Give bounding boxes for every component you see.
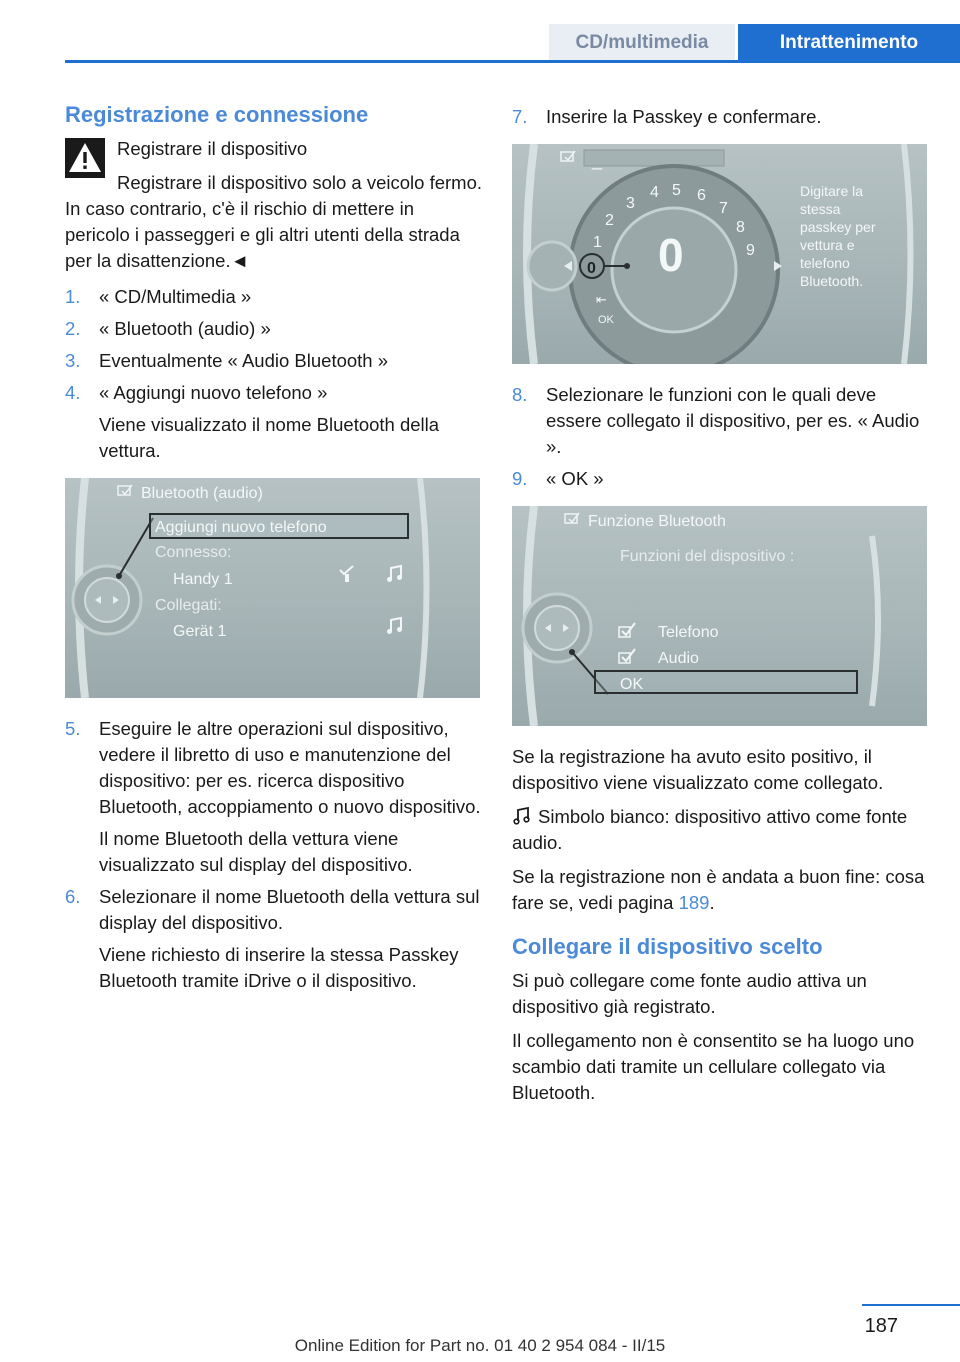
screen2-ok-label: OK [598, 314, 614, 326]
list-item: 1. « CD/Multimedia » [65, 286, 252, 307]
warning-icon [65, 138, 105, 178]
passkey-hint-line4: vettura e [800, 237, 855, 253]
music-note-icon [385, 616, 405, 636]
back-arrow-icon: ⇤ [596, 292, 607, 307]
page-number: 187 [864, 1315, 898, 1337]
checkbox-checked-icon [618, 648, 638, 666]
digit-2: 2 [605, 212, 614, 229]
digit-8: 8 [736, 219, 745, 236]
screen3-option-telefono: Telefono [658, 624, 719, 641]
digit-1: 1 [593, 234, 602, 251]
screen1-selected-item: Aggiungi nuovo telefono [155, 519, 327, 536]
steps-list-3 [512, 104, 930, 130]
screen3-title: Funzione Bluetooth [588, 513, 726, 530]
section-heading: Registrazione e connessione [65, 102, 369, 127]
header-chapter-tab: Intrattenimento [738, 24, 960, 62]
steps-list-1 [65, 284, 483, 464]
failure-text: Se la registrazione non è andata a buon fine: cosa fare se, vedi pagina 189. [512, 866, 925, 913]
list-item: 4. « Aggiungi nuovo telefono » Viene visualizzato il nome Bluetooth della vettura. [65, 382, 440, 461]
footer-rule [862, 1304, 960, 1306]
music-note-icon [512, 806, 532, 826]
digit-0-selected: 0 [587, 260, 596, 277]
header-rule [65, 60, 960, 63]
screen3-idrive-icon [564, 511, 582, 527]
checkbox-checked-icon [618, 622, 638, 640]
passkey-hint-line5: telefono [800, 255, 850, 271]
warning-text: Registrare il dispositivo solo a veicolo fermo. In caso contrario, c'è il rischio di mettere in pericolo i passeggeri e gli altri utenti della strada per la disattenzione.◄ [65, 172, 483, 271]
screen1-connected-label: Connesso: [155, 544, 232, 561]
screenshot-passkey [512, 144, 927, 364]
list-item: 6. Selezionare il nome Bluetooth della vettura sul display del dispositivo. Viene richiesto di inserire la stessa Passkey Bluetooth tramite iDrive o il dispositivo. [65, 886, 480, 991]
list-item: 7. Inserire la Passkey e confermare. [512, 106, 822, 127]
header-section-tab: CD/multimedia [549, 24, 735, 62]
screen3-ok-label: OK [620, 676, 644, 693]
steps-list-2 [65, 716, 483, 994]
screen2-graphics [512, 144, 927, 364]
passkey-hint-line2: stessa [800, 201, 841, 217]
warning-block [65, 136, 483, 274]
phone-check-icon [337, 564, 357, 584]
passkey-input-cursor: _ [592, 150, 603, 170]
passkey-big-digit: 0 [658, 229, 684, 281]
screenshot-bluetooth-function [512, 506, 927, 726]
digit-4: 4 [650, 184, 659, 201]
screen1-linked-device: Gerät 1 [173, 623, 227, 640]
digit-7: 7 [719, 200, 728, 217]
right-column [512, 100, 930, 1114]
screen1-idrive-icon [117, 483, 135, 499]
list-item: 5. Eseguire le altre operazioni sul dispositivo, vedere il libretto di uso e manutenzione del dispositivo: per es. ricerca dispositivo Bluetooth, accoppiamento o nuovo dispositivo. Il nome Bluetooth della vettura viene visualizzato sul display del dispositivo. [65, 718, 481, 875]
screen2-idrive-icon [560, 149, 578, 165]
digit-3: 3 [626, 195, 635, 212]
list-item: 8. Selezionare le funzioni con le quali deve essere collegato il dispositivo, per es. « Audio ». [512, 384, 920, 457]
digit-9: 9 [746, 242, 755, 259]
digit-6: 6 [697, 187, 706, 204]
passkey-hint-line3: passkey per [800, 219, 876, 235]
screen3-option-audio: Audio [658, 650, 699, 667]
list-item: 9. « OK » [512, 468, 604, 489]
page-link[interactable]: 189 [678, 892, 710, 913]
screen1-linked-label: Collegati: [155, 597, 222, 614]
passkey-hint-line1: Digitare la [800, 183, 864, 199]
screen1-title: Bluetooth (audio) [141, 485, 263, 502]
digit-5: 5 [672, 182, 681, 199]
screen1-connected-device: Handy 1 [173, 571, 233, 588]
connect-paragraph-2: Il collegamento non è consentito se ha luogo uno scambio dati tramite un cellulare collegato via Bluetooth. [512, 1030, 915, 1103]
section-heading-2: Collegare il dispositivo scelto [512, 934, 823, 959]
result-text: Se la registrazione ha avuto esito positivo, il dispositivo viene visualizzato come collegato. [512, 746, 884, 793]
footer-edition: Online Edition for Part no. 01 40 2 954 084 - II/15 [294, 1336, 666, 1355]
screenshot-bluetooth-audio [65, 478, 480, 698]
steps-list-4 [512, 382, 930, 492]
music-note-icon [385, 564, 405, 584]
list-item: 2. « Bluetooth (audio) » [65, 318, 271, 339]
warning-title: Registrare il dispositivo [117, 138, 308, 159]
list-item: 3. Eventualmente « Audio Bluetooth » [65, 350, 389, 371]
screen3-subtitle: Funzioni del dispositivo : [620, 548, 795, 565]
left-column [65, 100, 483, 1000]
symbol-description: Simbolo bianco: dispositivo attivo come fonte audio. [512, 806, 908, 853]
connect-paragraph-1: Si può collegare come fonte audio attiva un dispositivo già registrato. [512, 970, 867, 1017]
screen1-graphics [65, 478, 480, 698]
passkey-hint-line6: Bluetooth. [800, 273, 864, 289]
